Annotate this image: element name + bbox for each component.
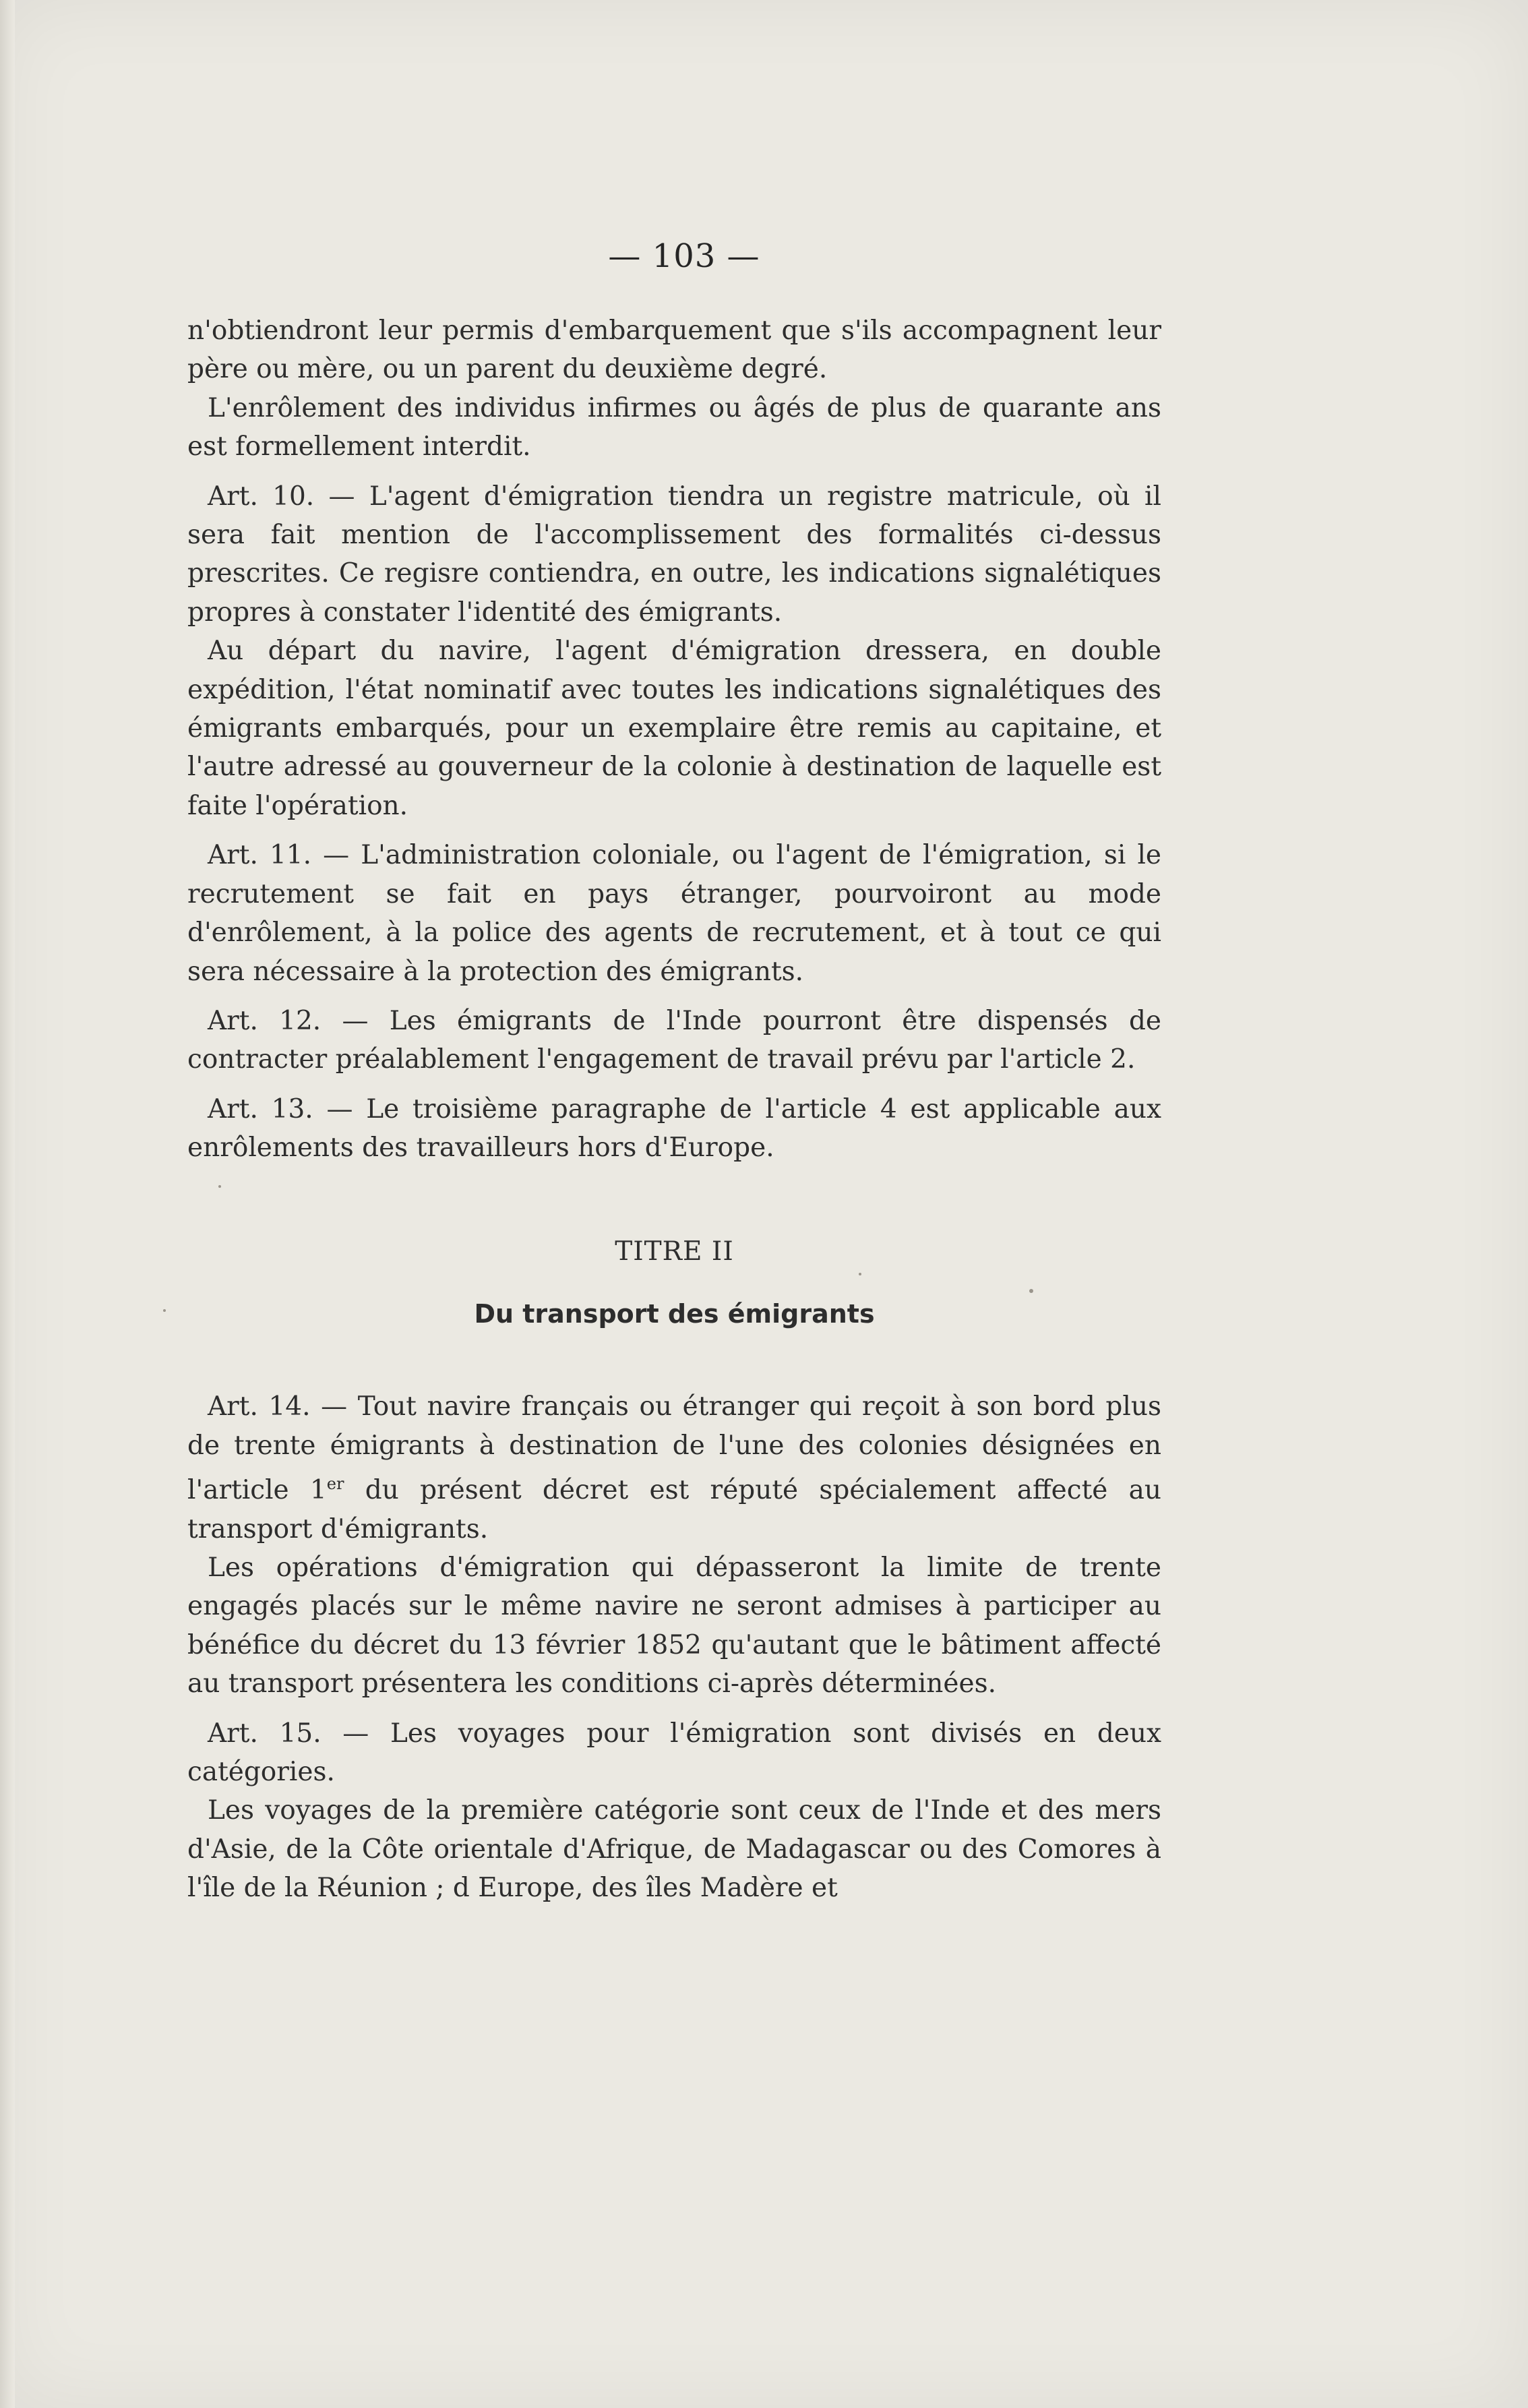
paragraph-operations: Les opérations d'émigration qui dépasseront la limite de trente engagés placés sur le même navire ne seront admises à participer au bénéfice du décret du 13 février 1852 qu'autant que le bâtiment affecté au transport présentera les conditions ci-après déterminées. (187, 1552, 1161, 1699)
paper-speck (218, 1185, 221, 1188)
section-title: Du transport des émigrants (474, 1298, 875, 1329)
paragraph-enrolement: L'enrôlement des individus infirmes ou âgés de plus de quarante ans est formellement interdit. (187, 392, 1161, 462)
article-13: Art. 13. — Le troisième paragraphe de l'article 4 est applicable aux enrôlements des travailleurs hors d'Europe. (187, 1093, 1161, 1164)
article-15: Art. 15. — Les voyages pour l'émigration sont divisés en deux catégories. (187, 1718, 1161, 1787)
page-number: — 103 — (608, 237, 760, 275)
paragraph-voyages: Les voyages de la première catégorie sont ceux de l'Inde et des mers d'Asie, de la Côte orientale d'Afrique, de Madagascar ou des Comores à l'île de la Réunion ; d Europe, des îles Madère et (187, 1795, 1161, 1904)
paragraph-continuation: n'obtiendront leur permis d'embarquement que s'ils accompagnent leur père ou mère, ou un parent du deuxième degré. (187, 315, 1161, 385)
paper-speck (859, 1273, 861, 1275)
article-14 (187, 1387, 1161, 1548)
titre-heading: TITRE II (615, 1236, 734, 1267)
page-edge-shadow (0, 0, 15, 2408)
article-14-text-a: Art. 14. — Tout navire français ou étranger qui reçoit à son bord plus de trente émigrants à destination de l'une des colonies désignées en l'article 1 (187, 1391, 1161, 1506)
paragraph-depart: Au départ du navire, l'agent d'émigration dressera, en double expédition, l'état nominatif avec toutes les indications signalétiques des émigrants embarqués, pour un exemplaire être remis au capitaine, et l'autre adressé au gouverneur de la colonie à destination de laquelle est faite l'opération. (187, 636, 1161, 821)
paper-speck (1029, 1289, 1033, 1293)
article-14-superscript: er (326, 1474, 344, 1494)
article-11: Art. 11. — L'administration coloniale, ou l'agent de l'émigration, si le recrutement se fait en pays étranger, pourvoiront au mode d'enrôlement, à la police des agents de recrutement, et à tout ce qui sera nécessaire à la protection des émigrants. (187, 840, 1161, 987)
article-14-text-b: du présent décret est réputé spécialement affecté au transport d'émigrants. (187, 1475, 1161, 1544)
page-body (187, 311, 1161, 1908)
article-10: Art. 10. — L'agent d'émigration tiendra un registre matricule, où il sera fait mention de l'accomplissement des formalités ci-dessus prescrites. Ce regisre contiendra, en outre, les indications signalétiques propres à constater l'identité des émigrants. (187, 481, 1161, 628)
paper-speck (163, 1309, 166, 1312)
article-12: Art. 12. — Les émigrants de l'Inde pourront être dispensés de contracter préalablement l'engagement de travail prévu par l'article 2. (187, 1005, 1161, 1075)
